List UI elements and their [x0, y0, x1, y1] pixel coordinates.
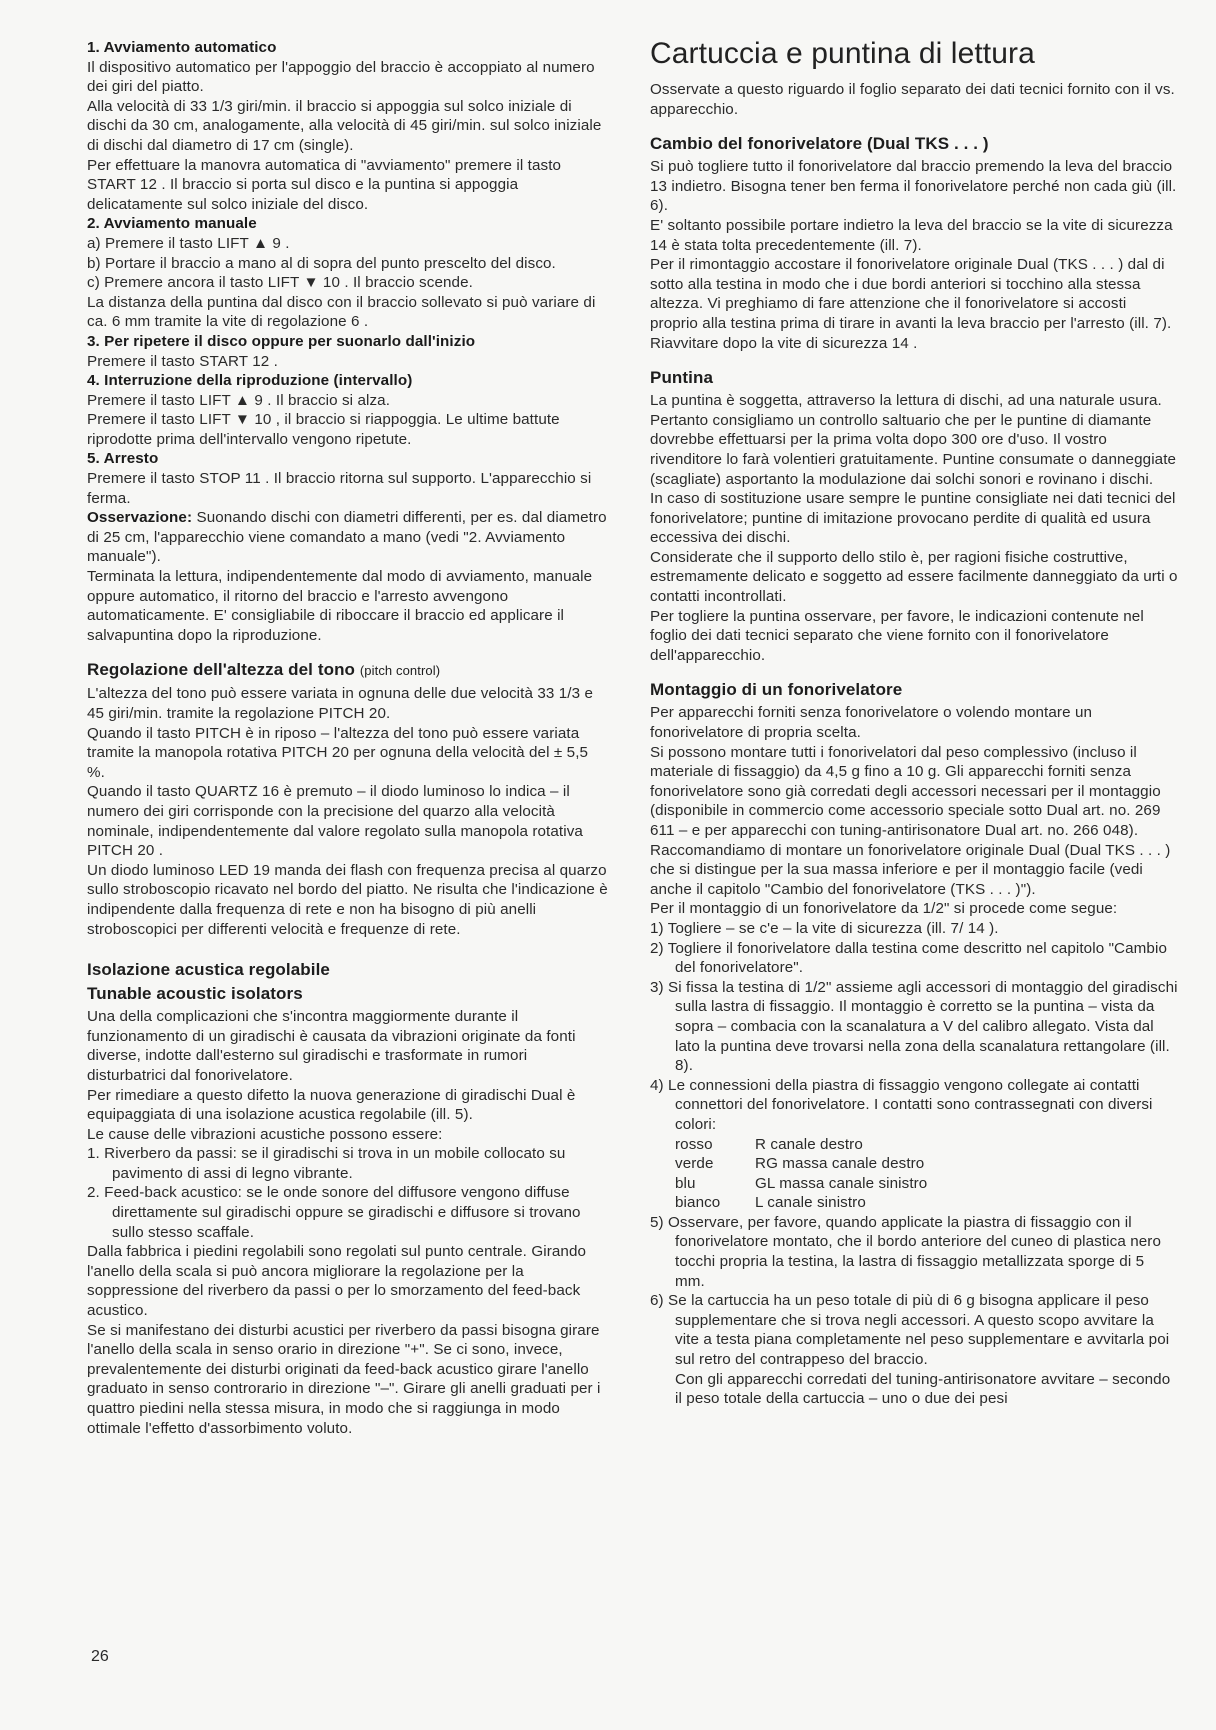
color-code-row [650, 1193, 1178, 1213]
right-column [650, 34, 1178, 1409]
list-item: 2. Feed-back acustico: se le onde sonore del diffusore vengono diffuse direttamente sul giradischi oppure se giradischi e diffusore si trovano sullo stesso scaffale. [87, 1184, 581, 1241]
list-item: c) Premere ancora il tasto LIFT ▼ 10 . Il braccio scende. [87, 274, 473, 292]
paragraph: Per il rimontaggio accostare il fonorivelatore originale Dual (TKS . . . ) dal di sotto alla testina in modo che i due bordi anteriori si tocchino alla stessa altezza. Vi preghiamo di fare attenzione che il fonorivelatore si accosti proprio alla testina prima di tirare in avanti la leva braccio per l'arresto (ill. 7). [650, 256, 1172, 332]
paragraph: Per apparecchi forniti senza fonorivelatore o volendo montare un fonorivelatore di propria scelta. [650, 704, 1093, 742]
paragraph: Osservate a questo riguardo il foglio separato dei dati tecnici fornito con il vs. apparecchio. [650, 81, 1175, 118]
section-title-auto-start: 1. Avviamento automatico [87, 39, 277, 56]
heading-pitch-text: Regolazione dell'altezza del tono [87, 660, 356, 680]
observation-label: Osservazione: [87, 509, 193, 527]
heading-stylus: Puntina [650, 368, 714, 388]
color-desc: L canale sinistro [755, 1194, 866, 1212]
paragraph: Raccomandiamo di montare un fonorivelatore originale Dual (Dual TKS . . . ) che si distingue per la sua massa inferiore e per il montaggio facile (vedi anche il capitolo "Cambio del fonorivelatore (TKS . . . )"). [650, 841, 1171, 898]
paragraph: La distanza della puntina dal disco con il braccio sollevato si può variare di ca. 6 mm tramite la vite di regolazione 6 . [87, 293, 596, 331]
heading-pitch-sub: (pitch control) [359, 663, 441, 679]
color-desc: GL massa canale sinistro [755, 1174, 928, 1192]
paragraph: Con gli apparecchi corredati del tuning-antirisonatore avvitare – secondo il peso totale della cartuccia – uno o due dei pesi [675, 1370, 1171, 1408]
heading-pitch-control [87, 659, 609, 682]
paragraph: Una della complicazioni che s'incontra maggiormente durante il funzionamento di un giradischi è causata da vibrazioni originate da fonti diverse, indotte dall'esterno sul giradischi e trasformate in rumori disturbatrici dal fonorivelatore. [87, 1008, 576, 1084]
color-name: bianco [675, 1194, 721, 1212]
heading-tunable-isolators: Tunable acoustic isolators [87, 984, 303, 1004]
section-title-stop: 5. Arresto [87, 450, 159, 468]
section-title-manual-start: 2. Avviamento manuale [87, 215, 257, 233]
paragraph: Per effettuare la manovra automatica di "avviamento" premere il tasto START 12 . Il braccio si porta sul disco e la puntina si appoggia delicatamente sul solco iniziale del disco. [87, 156, 562, 213]
color-code-row [650, 1135, 1178, 1155]
list-item: 6) Se la cartuccia ha un peso totale di più di 6 g bisogna applicare il peso supplementare che si trova negli accessori. A questo scopo avvitare la vite a testa piana completamente nel peso supplementare e avvitarla poi sul retro del contrappeso del braccio. [650, 1292, 1170, 1369]
observation-text: Suonando dischi con diametri differenti, per es. dal diametro di 25 cm, l'apparecchio viene comandato a mano (vedi "2. Avviamento manuale"). [87, 509, 607, 566]
color-desc: RG massa canale destro [755, 1155, 925, 1173]
paragraph: La puntina è soggetta, attraverso la lettura di dischi, ad una naturale usura. Pertanto consigliamo un controllo saltuario che per le puntine di diamante dovrebbe effettuarsi per la prima volta dopo 300 ore d'uso. Il vostro rivenditore lo farà volentieri gratuitamente. Puntine consumate o danneggiate (scagliate) asportanto la modulazione dai solchi sonori e rovinano i dischi. [650, 392, 1177, 488]
color-name: rosso [675, 1135, 713, 1153]
paragraph: Premere il tasto STOP 11 . Il braccio ritorna sul supporto. L'apparecchio si ferma. [87, 470, 592, 507]
paragraph: Dalla fabbrica i piedini regolabili sono regolati sul punto centrale. Girando l'anello della scala si può ancora migliorare la regolazione per la soppressione del riverbero da passi o per lo smorzamento del feed-back acustico. [87, 1243, 587, 1320]
left-column [87, 38, 609, 1438]
list-item: b) Portare il braccio a mano al di sopra del punto prescelto del disco. [87, 254, 556, 272]
paragraph: Per il montaggio di un fonorivelatore da 1/2" si procede come segue: [650, 900, 1118, 918]
heading-cartridge-change: Cambio del fonorivelatore (Dual TKS . . . ) [650, 134, 989, 154]
color-name: blu [675, 1174, 696, 1192]
paragraph: Quando il tasto QUARTZ 16 è premuto – il diodo luminoso lo indica – il numero dei giri corrisponde con la precisione del quarzo alla velocità nominale, indipendentemente dal valore regolato sulla manopola rotativa PITCH 20 . [87, 783, 583, 860]
paragraph: Terminata la lettura, indipendentemente dal modo di avviamento, manuale oppure automatico, il ritorno del braccio e l'arresto avvengono automaticamente. E' consigliabile di riboccare il braccio ed applicare il salvapuntina dopo la riproduzione. [87, 568, 593, 644]
page-number: 26 [91, 1648, 109, 1665]
paragraph: Un diodo luminoso LED 19 manda dei flash con frequenza precisa al quarzo sullo stroboscopio ricavato nel bordo del piatto. Ne risulta che l'indicazione è indipendente dalla frequenza di rete e non ha bisogno di più anelli stroboscopici per differenti velocità e frequenze di rete. [87, 861, 608, 938]
paragraph: In caso di sostituzione usare sempre le puntine consigliate nei dati tecnici del fonorivelatore; puntine di imitazione provocano perdite di qualità ed usura eccessiva dei dischi. [650, 490, 1176, 547]
list-item: 5) Osservare, per favore, quando applicate la piastra di fissaggio con il fonorivelatore montato, che il bordo anteriore del cuneo di plastica nero tocchi propria la testina, la lastra di fissaggio metallizzata sporge di 5 mm. [650, 1213, 1161, 1290]
paragraph: Per togliere la puntina osservare, per favore, le indicazioni contenute nel foglio dei dati tecnici separato che viene fornito con il fonorivelatore dell'apparecchio. [650, 607, 1144, 664]
page-title: Cartuccia e puntina di lettura [650, 37, 1035, 70]
color-code-row [650, 1174, 1178, 1194]
heading-cartridge-mounting: Montaggio di un fonorivelatore [650, 680, 903, 700]
section-title-interrupt: 4. Interruzione della riproduzione (intervallo) [87, 372, 413, 390]
color-code-row [650, 1154, 1178, 1174]
paragraph: Quando il tasto PITCH è in riposo – l'altezza del tono può essere variata tramite la manopola rotativa PITCH 20 per ognuna della velocità del ± 5,5 %. [87, 724, 589, 781]
list-item: 1. Riverbero da passi: se il giradischi si trova in un mobile collocato su pavimento di assi di legno vibrante. [87, 1145, 566, 1182]
heading-acoustic-isolation: Isolazione acustica regolabile [87, 960, 330, 980]
color-desc: R canale destro [755, 1135, 863, 1153]
paragraph: Alla velocità di 33 1/3 giri/min. il braccio si appoggia sul solco iniziale di dischi da 30 cm, analogamente, alla velocità di 45 giri/min. sul solco iniziale di dischi dal diametro di 17 cm (single). [87, 97, 602, 154]
paragraph: Premere il tasto START 12 . [87, 352, 278, 370]
paragraph: Si possono montare tutti i fonorivelatori dal peso complessivo (incluso il materiale di fissaggio) da 4,5 g fino a 10 g. Gli apparecchi forniti senza fonorivelatore sono già corredati degli accessori necessari per il montaggio (disponibile in commercio come accessorio speciale sotto Dual art. no. 269 611 – e per apparecchi con tuning-antirisonatore Dual art. no. 266 048). [650, 743, 1161, 839]
paragraph: Riavvitare dopo la vite di sicurezza 14 . [650, 334, 918, 352]
paragraph: Se si manifestano dei disturbi acustici per riverbero da passi bisogna girare l'anello della scala in senso orario in direzione "+". Se ci sono, invece, prevalentemente dei disturbi originati da feed-back acustico girare l'anello graduato in senso controrario in direzione "–". Girare gli anelli graduati per i quattro piedini nella stessa misura, in modo che si raggiunga in modo ottimale l'effetto d'assorbimento voluto. [87, 1321, 601, 1437]
paragraph: Il dispositivo automatico per l'appoggio del braccio è accoppiato al numero dei giri del piatto. [87, 58, 595, 96]
paragraph: Per rimediare a questo difetto la nuova generazione di giradischi Dual è equipaggiata di una isolazione acustica regolabile (ill. 5). [87, 1086, 576, 1124]
list-item: 1) Togliere – se c'e – la vite di sicurezza (ill. 7/ 14 ). [650, 919, 999, 937]
paragraph: E' soltanto possibile portare indietro la leva del braccio se la vite di sicurezza 14 è stata tolta precedentemente (ill. 7). [650, 216, 1173, 254]
list-item: 2) Togliere il fonorivelatore dalla testina come descritto nel capitolo "Cambio del fonorivelatore". [650, 939, 1167, 977]
paragraph: Premere il tasto LIFT ▲ 9 . Il braccio si alza. [87, 391, 391, 409]
paragraph: Considerate che il supporto dello stilo è, per ragioni fisiche costruttive, estremamente delicato e soggetto ad essere facilmente danneggiato da urti o contatti incontrollati. [650, 548, 1178, 606]
list-item: 4) Le connessioni della piastra di fissaggio vengono collegate ai contatti connettori del fonorivelatore. I contatti sono contrassegnati con diversi colori: [650, 1076, 1153, 1133]
paragraph: Si può togliere tutto il fonorivelatore dal braccio premendo la leva del braccio 13 indietro. Bisogna tener ben ferma il fonorivelatore perché non cada giù (ill. 6). [650, 158, 1177, 215]
paragraph: L'altezza del tono può essere variata in ognuna delle due velocità 33 1/3 e 45 giri/min. tramite la regolazione PITCH 20. [87, 685, 594, 722]
list-item: a) Premere il tasto LIFT ▲ 9 . [87, 234, 290, 252]
paragraph: Le cause delle vibrazioni acustiche possono essere: [87, 1125, 443, 1143]
section-title-repeat: 3. Per ripetere il disco oppure per suonarlo dall'inizio [87, 332, 476, 350]
paragraph: Premere il tasto LIFT ▼ 10 , il braccio si riappoggia. Le ultime battute riprodotte prima dell'intervallo vengono ripetute. [87, 411, 560, 448]
observation-paragraph [87, 508, 609, 567]
color-name: verde [675, 1155, 714, 1173]
list-item: 3) Si fissa la testina di 1/2" assieme agli accessori di montaggio del giradischi sulla lastra di fissaggio. Il montaggio è corretto se la puntina – vista da sopra – combacia con la scanalatura a V del calibro allegato. Vista dal lato la puntina deve trovarsi nella zona della scanalatura rettangolare (ill. 8). [650, 978, 1178, 1075]
